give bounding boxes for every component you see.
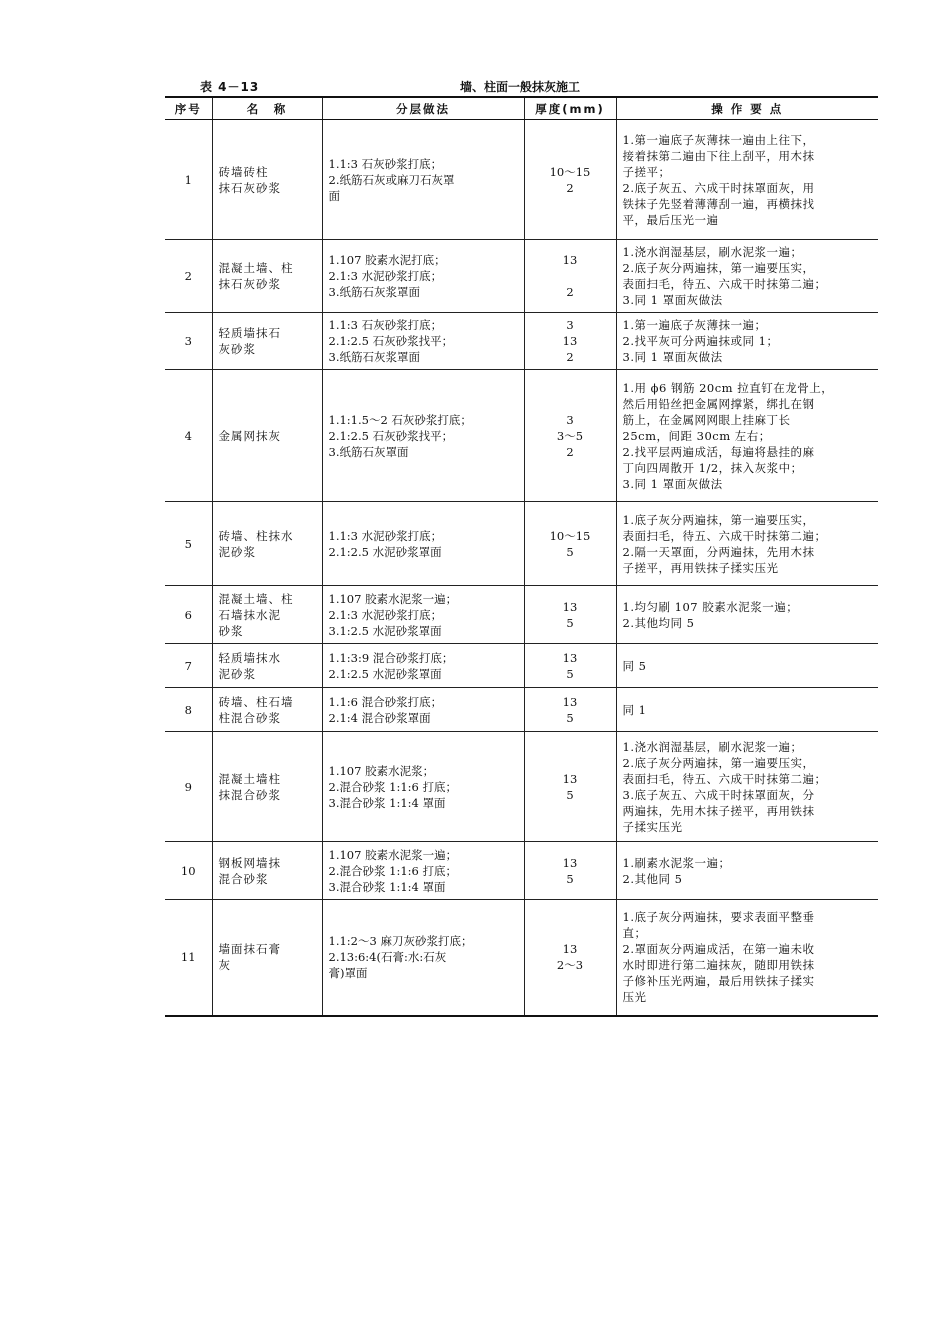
- row-operations: [616, 900, 878, 1016]
- cell-line: 砂浆: [218, 623, 244, 638]
- row-thickness: [524, 732, 616, 842]
- cell-line: 压光: [622, 990, 647, 1005]
- cell-line: 5: [566, 710, 574, 725]
- cell-line: [531, 268, 610, 284]
- cell-line: 2～3: [556, 958, 584, 973]
- cell-line: 1.第一遍底子灰薄抹一遍；: [622, 318, 767, 332]
- cell-line: 1.底子灰分两遍抹，要求表面平整垂: [622, 910, 815, 925]
- row-thickness: [524, 240, 616, 313]
- cell-line: 3: [566, 412, 574, 427]
- cell-line: 灰砂浆: [218, 342, 256, 356]
- cell-line: 2: [566, 285, 574, 299]
- cell-line: 1.1:3:9 混合砂浆打底；: [328, 650, 454, 665]
- cell-line: 2.底子灰五、六成干时抹罩面灰，用: [622, 180, 815, 195]
- cell-line: 1.1:2～3 麻刀灰砂浆打底；: [328, 934, 473, 949]
- row-operations: [616, 502, 878, 586]
- row-number: 8: [165, 688, 212, 732]
- row-thickness: [524, 842, 616, 900]
- row-name: [212, 120, 322, 240]
- cell-line: 5: [566, 615, 574, 630]
- cell-line: 水时即进行第二遍抹灰，随即用铁抹: [622, 958, 815, 973]
- row-operations: [616, 120, 878, 240]
- cell-line: 子揉实压光: [622, 819, 683, 834]
- row-number: 3: [165, 313, 212, 370]
- row-layers: [322, 586, 524, 644]
- cell-line: 3.混合砂浆 1:1:4 罩面: [328, 879, 446, 894]
- cell-line: 砖墙砖柱: [218, 164, 269, 179]
- cell-line: 砖墙、柱抹水: [218, 528, 294, 543]
- cell-line: 1.第一遍底子灰薄抹一遍由上往下，: [622, 132, 815, 147]
- cell-line: 2.隔一天罩面，分两遍抹，先用木抹: [622, 544, 815, 559]
- table-row: [165, 120, 878, 240]
- cell-line: 混合砂浆: [218, 871, 269, 886]
- cell-line: 2.罩面灰分两遍成活，在第一遍未收: [622, 942, 815, 957]
- cell-line: 10～15: [549, 164, 591, 179]
- cell-line: 13: [562, 599, 578, 614]
- row-name: [212, 900, 322, 1016]
- row-thickness: [524, 120, 616, 240]
- cell-line: 1.1:3 石灰砂浆打底；: [328, 156, 443, 171]
- table-row: [165, 842, 878, 900]
- row-number: 7: [165, 644, 212, 688]
- plastering-table: [165, 96, 878, 1017]
- cell-line: 表面扫毛，待五、六成干时抹第二遍；: [622, 277, 827, 291]
- cell-line: 表面扫毛，待五、六成干时抹第二遍；: [622, 528, 827, 543]
- row-layers: [322, 900, 524, 1016]
- cell-line: 2.1:2.5 水泥砂浆罩面: [328, 666, 442, 681]
- cell-line: 2: [566, 180, 574, 195]
- table-row: [165, 586, 878, 644]
- row-name: [212, 370, 322, 502]
- cell-line: 1.均匀刷 107 胶素水泥浆一遍；: [622, 599, 799, 614]
- cell-line: 同 5: [622, 658, 647, 673]
- row-name: [212, 644, 322, 688]
- cell-line: 5: [566, 871, 574, 886]
- cell-line: 膏)罩面: [328, 966, 368, 981]
- cell-line: 同 1: [622, 702, 647, 717]
- cell-line: 铁抹子先竖着薄薄刮一遍，再横抹找: [622, 196, 815, 211]
- cell-line: 2.混合砂浆 1:1:6 打底；: [328, 779, 457, 794]
- row-number: 2: [165, 240, 212, 313]
- cell-line: 抹混合砂浆: [218, 787, 281, 802]
- header-layers: 分层做法: [322, 97, 524, 120]
- cell-line: 1.浇水润湿基层，刷水泥浆一遍；: [622, 739, 803, 754]
- cell-line: 13: [562, 694, 578, 709]
- row-operations: [616, 732, 878, 842]
- cell-line: 两遍抹，先用木抹子搓平，再用铁抹: [622, 803, 815, 818]
- row-thickness: [524, 900, 616, 1016]
- cell-line: 2.其他同 5: [622, 871, 683, 886]
- cell-line: 面: [328, 188, 340, 203]
- table-row: [165, 732, 878, 842]
- table-row: [165, 370, 878, 502]
- cell-line: 2.1:2.5 石灰砂浆找平；: [328, 334, 454, 348]
- row-number: 5: [165, 502, 212, 586]
- cell-line: 泥砂浆: [218, 544, 256, 559]
- cell-line: 1.1:6 混合砂浆打底；: [328, 694, 443, 709]
- cell-line: 1.1:3 石灰砂浆打底；: [328, 318, 443, 332]
- row-number: 9: [165, 732, 212, 842]
- cell-line: 子搓平，再用铁抹子揉实压光: [622, 560, 779, 575]
- table-number: 表 4－13: [200, 80, 260, 94]
- row-layers: [322, 732, 524, 842]
- cell-line: 1.107 胶素水泥浆一遍；: [328, 591, 458, 606]
- cell-line: 2.找平层两遍成活，每遍将悬挂的麻: [622, 444, 815, 459]
- cell-line: 混凝土墙、柱: [218, 591, 294, 606]
- cell-line: 钢板网墙抹: [218, 855, 281, 870]
- cell-line: 石墙抹水泥: [218, 607, 281, 622]
- cell-line: 轻质墙抹石: [218, 326, 281, 340]
- cell-line: 子修补压光两遍，最后用铁抹子揉实: [622, 974, 815, 989]
- cell-line: 13: [562, 253, 578, 267]
- cell-line: 筋上，在金属网网眼上挂麻丁长: [622, 412, 791, 427]
- cell-line: 3.同 1 罩面灰做法: [622, 476, 723, 491]
- row-thickness: [524, 644, 616, 688]
- cell-line: 3: [566, 318, 574, 332]
- cell-line: 2.底子灰分两遍抹，第一遍要压实，: [622, 261, 815, 275]
- cell-line: 2.1:2.5 水泥砂浆罩面: [328, 544, 442, 559]
- cell-line: 13: [562, 942, 578, 957]
- row-name: [212, 732, 322, 842]
- cell-line: 13: [562, 334, 578, 348]
- table-row: [165, 688, 878, 732]
- cell-line: 2: [566, 350, 574, 364]
- cell-line: 抹石灰砂浆: [218, 180, 281, 195]
- cell-line: 2.1:3 水泥砂浆打底；: [328, 269, 443, 283]
- cell-line: 柱混合砂浆: [218, 710, 281, 725]
- cell-line: 3.同 1 罩面灰做法: [622, 350, 723, 364]
- row-operations: [616, 644, 878, 688]
- cell-line: 子搓平；: [622, 164, 671, 179]
- cell-line: 表面扫毛，待五、六成干时抹第二遍；: [622, 771, 827, 786]
- cell-line: 金属网抹灰: [218, 428, 281, 443]
- cell-line: 丁向四周散开 1/2，抹入灰浆中；: [622, 460, 803, 475]
- cell-line: 2.纸筋石灰或麻刀石灰罩: [328, 172, 455, 187]
- header-name: 名 称: [212, 97, 322, 120]
- cell-line: 3.纸筋石灰浆罩面: [328, 285, 420, 299]
- cell-line: 1.底子灰分两遍抹，第一遍要压实，: [622, 512, 815, 527]
- table-row: [165, 313, 878, 370]
- row-name: [212, 688, 322, 732]
- row-layers: [322, 842, 524, 900]
- row-name: [212, 502, 322, 586]
- row-number: 1: [165, 120, 212, 240]
- cell-line: 1.刷素水泥浆一遍；: [622, 855, 731, 870]
- row-layers: [322, 688, 524, 732]
- row-layers: [322, 644, 524, 688]
- cell-line: 5: [566, 544, 574, 559]
- cell-line: 25cm，间距 30cm 左右；: [622, 428, 771, 443]
- cell-line: 1.浇水润湿基层，刷水泥浆一遍；: [622, 245, 803, 259]
- table-row: [165, 240, 878, 313]
- cell-line: 混凝土墙柱: [218, 771, 281, 786]
- cell-line: 13: [562, 855, 578, 870]
- cell-line: 2.底子灰分两遍抹，第一遍要压实，: [622, 755, 815, 770]
- cell-line: 3.混合砂浆 1:1:4 罩面: [328, 795, 446, 810]
- cell-line: 3.1:2.5 水泥砂浆罩面: [328, 623, 442, 638]
- cell-line: 3.底子灰五、六成干时抹罩面灰，分: [622, 787, 815, 802]
- cell-line: 2.其他均同 5: [622, 615, 695, 630]
- cell-line: 1.107 胶素水泥浆一遍；: [328, 847, 458, 862]
- cell-line: 5: [566, 787, 574, 802]
- header-thickness: 厚度(mm): [524, 97, 616, 120]
- cell-line: 平，最后压光一遍: [622, 212, 719, 227]
- cell-line: 2.13:6:4(石膏:水:石灰: [328, 950, 447, 965]
- row-operations: [616, 842, 878, 900]
- row-operations: [616, 688, 878, 732]
- row-operations: [616, 586, 878, 644]
- header-operations: 操 作 要 点: [616, 97, 878, 120]
- row-layers: [322, 370, 524, 502]
- row-thickness: [524, 370, 616, 502]
- cell-line: 2.1:2.5 石灰砂浆找平；: [328, 428, 454, 443]
- cell-line: 1.1:1.5～2 石灰砂浆打底；: [328, 412, 472, 427]
- row-number: 11: [165, 900, 212, 1016]
- cell-line: 1.用 ϕ6 钢筋 20cm 拉直钉在龙骨上，: [622, 380, 834, 395]
- header-no: 序号: [165, 97, 212, 120]
- row-operations: [616, 240, 878, 313]
- cell-line: 然后用铅丝把金属网撑紧，绑扎在钢: [622, 396, 815, 411]
- cell-line: 轻质墙抹水: [218, 650, 281, 665]
- row-operations: [616, 370, 878, 502]
- cell-line: 墙面抹石膏: [218, 942, 281, 957]
- cell-line: 混凝土墙、柱: [218, 261, 294, 275]
- cell-line: 13: [562, 650, 578, 665]
- row-name: [212, 313, 322, 370]
- row-name: [212, 586, 322, 644]
- row-name: [212, 240, 322, 313]
- row-number: 10: [165, 842, 212, 900]
- cell-line: 3.纸筋石灰罩面: [328, 444, 409, 459]
- cell-line: 接着抹第二遍由下往上刮平，用木抹: [622, 148, 815, 163]
- cell-line: 13: [562, 771, 578, 786]
- table-row: [165, 900, 878, 1016]
- table-row: [165, 644, 878, 688]
- table-body: [165, 120, 878, 1016]
- row-layers: [322, 313, 524, 370]
- cell-line: 3～5: [556, 428, 584, 443]
- row-thickness: [524, 586, 616, 644]
- row-name: [212, 842, 322, 900]
- cell-line: 直；: [622, 926, 647, 941]
- row-thickness: [524, 688, 616, 732]
- row-number: 6: [165, 586, 212, 644]
- cell-line: 1.1:3 水泥砂浆打底；: [328, 528, 443, 543]
- table-title: 墙、柱面一般抹灰施工: [459, 80, 580, 94]
- cell-line: 5: [566, 666, 574, 681]
- cell-line: 2.1:4 混合砂浆罩面: [328, 710, 431, 725]
- row-thickness: [524, 502, 616, 586]
- cell-line: 1.107 胶素水泥打底；: [328, 253, 446, 267]
- cell-line: 3.纸筋石灰浆罩面: [328, 350, 420, 364]
- cell-line: 2: [566, 444, 574, 459]
- cell-line: 2.找平灰可分两遍抹或同 1；: [622, 334, 779, 348]
- cell-line: 2.混合砂浆 1:1:6 打底；: [328, 863, 457, 878]
- cell-line: 3.同 1 罩面灰做法: [622, 293, 723, 307]
- cell-line: 2.1:3 水泥砂浆打底；: [328, 607, 443, 622]
- row-thickness: [524, 313, 616, 370]
- row-number: 4: [165, 370, 212, 502]
- cell-line: 砖墙、柱石墙: [218, 694, 294, 709]
- cell-line: 1.107 胶素水泥浆；: [328, 763, 435, 778]
- row-layers: [322, 120, 524, 240]
- row-layers: [322, 240, 524, 313]
- row-operations: [616, 313, 878, 370]
- row-layers: [322, 502, 524, 586]
- table-row: [165, 502, 878, 586]
- cell-line: 抹石灰砂浆: [218, 277, 281, 291]
- cell-line: 灰: [218, 958, 231, 973]
- header-row: [165, 97, 878, 120]
- cell-line: 泥砂浆: [218, 666, 256, 681]
- cell-line: 10～15: [549, 528, 591, 543]
